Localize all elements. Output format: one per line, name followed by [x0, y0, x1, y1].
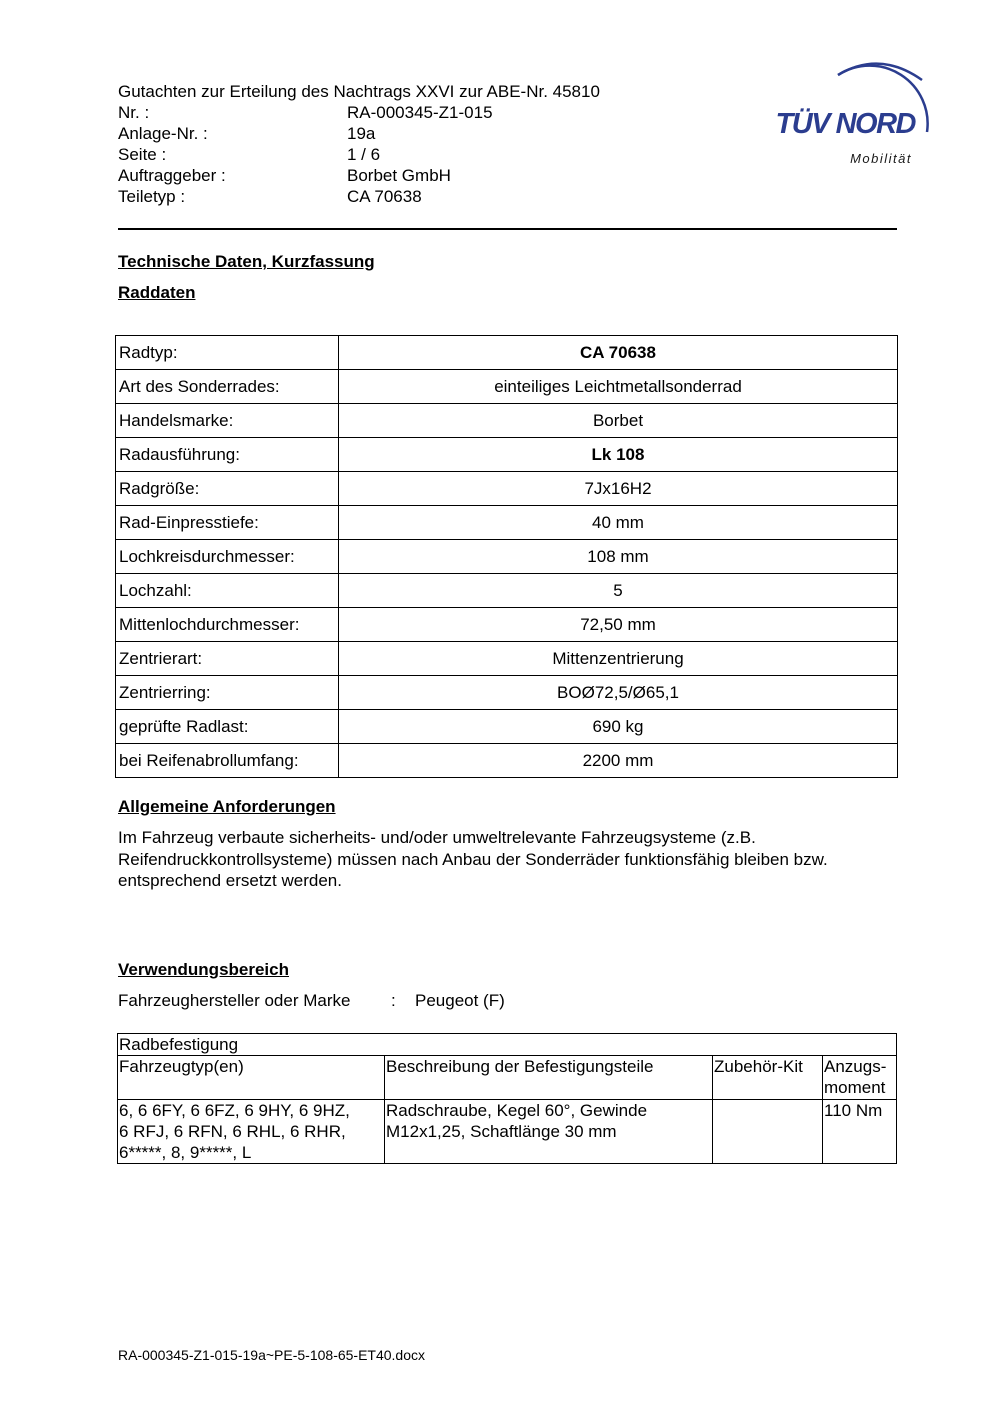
row-value: 690 kg	[339, 710, 898, 744]
row-value: 5	[339, 574, 898, 608]
row-value: Lk 108	[339, 438, 898, 472]
row-label: Radausführung:	[116, 438, 339, 472]
row-value: BOØ72,5/Ø65,1	[339, 676, 898, 710]
heading-technische-daten: Technische Daten, Kurzfassung	[118, 252, 375, 271]
raddaten-table	[115, 335, 898, 778]
heading-raddaten: Raddaten	[118, 283, 196, 302]
table-row	[116, 710, 898, 744]
row-label: bei Reifenabrollumfang:	[116, 744, 339, 778]
header-value: CA 70638	[347, 187, 422, 206]
header-value: RA-000345-Z1-015	[347, 103, 493, 122]
header-value: 1 / 6	[347, 145, 381, 164]
table-row	[116, 540, 898, 574]
row-label: Rad-Einpresstiefe:	[116, 506, 339, 540]
header-key: Nr. :	[118, 103, 150, 122]
row-label: geprüfte Radlast:	[116, 710, 339, 744]
table-header-row	[118, 1056, 897, 1100]
desc-line: Radschraube, Kegel 60°, Gewinde	[386, 1101, 648, 1120]
header-key: Teiletyp :	[118, 187, 186, 206]
cell-anzugsmoment: 110 Nm	[823, 1100, 897, 1164]
row-label: Radtyp:	[116, 336, 339, 370]
row-value: Borbet	[339, 404, 898, 438]
header-value: 19a	[347, 124, 376, 143]
footer-filename: RA-000345-Z1-015-19a~PE-5-108-65-ET40.docx	[118, 1347, 426, 1363]
types-line: 6*****, 8, 9*****, L	[119, 1143, 252, 1162]
cell-zubehoer-kit	[713, 1100, 823, 1164]
table-row	[116, 336, 898, 370]
table-row	[116, 472, 898, 506]
row-value: 72,50 mm	[339, 608, 898, 642]
table-row	[116, 506, 898, 540]
row-label: Art des Sonderrades:	[116, 370, 339, 404]
types-line: 6, 6 6FY, 6 6FZ, 6 9HY, 6 9HZ,	[119, 1101, 350, 1120]
header-key: Auftraggeber :	[118, 166, 226, 185]
allgemeine-paragraph	[118, 827, 908, 892]
row-value: einteiliges Leichtmetallsonderrad	[339, 370, 898, 404]
header-divider	[118, 228, 897, 230]
header-anzugsmoment-l2: moment	[824, 1078, 886, 1097]
table-row	[116, 370, 898, 404]
cell-fahrzeugtypen	[118, 1100, 385, 1164]
radbefestigung-table	[117, 1033, 897, 1164]
cell-beschreibung	[385, 1100, 713, 1164]
header-key: Anlage-Nr. :	[118, 124, 208, 143]
row-value: Mittenzentrierung	[339, 642, 898, 676]
types-line: 6 RFJ, 6 RFN, 6 RHL, 6 RHR,	[119, 1122, 346, 1141]
row-value: 108 mm	[339, 540, 898, 574]
desc-line: M12x1,25, Schaftlänge 30 mm	[386, 1122, 617, 1141]
row-label: Mittenlochdurchmesser:	[116, 608, 339, 642]
report-title: Gutachten zur Erteilung des Nachtrags XXVI zur ABE-Nr. 45810	[118, 82, 600, 101]
row-value: CA 70638	[339, 336, 898, 370]
row-value: 40 mm	[339, 506, 898, 540]
table-row	[116, 608, 898, 642]
heading-verwendungsbereich: Verwendungsbereich	[118, 960, 289, 979]
row-label: Zentrierring:	[116, 676, 339, 710]
tuev-nord-logo: TÜV NORD	[775, 108, 915, 140]
paragraph-line: entsprechend ersetzt werden.	[118, 871, 342, 890]
row-label: Handelsmarke:	[116, 404, 339, 438]
tuev-nord-arc-icon	[0, 0, 993, 200]
manufacturer-separator: :	[391, 991, 396, 1010]
row-label: Lochkreisdurchmesser:	[116, 540, 339, 574]
heading-allgemeine-anforderungen: Allgemeine Anforderungen	[118, 797, 336, 816]
row-label: Radgröße:	[116, 472, 339, 506]
paragraph-line: Im Fahrzeug verbaute sicherheits- und/oder umweltrelevante Fahrzeugsysteme (z.B.	[118, 828, 756, 847]
manufacturer-line	[118, 991, 505, 1011]
paragraph-line: Reifendruckkontrollsysteme) müssen nach Anbau der Sonderräder funktionsfähig bleiben bzw.	[118, 849, 828, 869]
header-value: Borbet GmbH	[347, 166, 451, 185]
logo-subtitle: Mobilität	[850, 151, 912, 166]
table-row	[118, 1100, 897, 1164]
manufacturer-value: Peugeot (F)	[415, 991, 505, 1010]
row-label: Lochzahl:	[116, 574, 339, 608]
header-anzugsmoment	[823, 1056, 897, 1100]
table-row	[116, 744, 898, 778]
row-value: 2200 mm	[339, 744, 898, 778]
header-beschreibung: Beschreibung der Befestigungsteile	[385, 1056, 713, 1100]
manufacturer-label: Fahrzeughersteller oder Marke	[118, 991, 351, 1010]
header-fahrzeugtypen: Fahrzeugtyp(en)	[118, 1056, 385, 1100]
row-value: 7Jx16H2	[339, 472, 898, 506]
header-key: Seite :	[118, 145, 167, 164]
table-row	[116, 574, 898, 608]
table-title: Radbefestigung	[118, 1034, 897, 1056]
table-row	[116, 404, 898, 438]
table-row	[116, 438, 898, 472]
table-row	[116, 676, 898, 710]
row-label: Zentrierart:	[116, 642, 339, 676]
header-anzugsmoment-l1: Anzugs-	[824, 1057, 887, 1076]
header-zubehoer-kit: Zubehör-Kit	[713, 1056, 823, 1100]
table-row	[116, 642, 898, 676]
table-title-row	[118, 1034, 897, 1056]
